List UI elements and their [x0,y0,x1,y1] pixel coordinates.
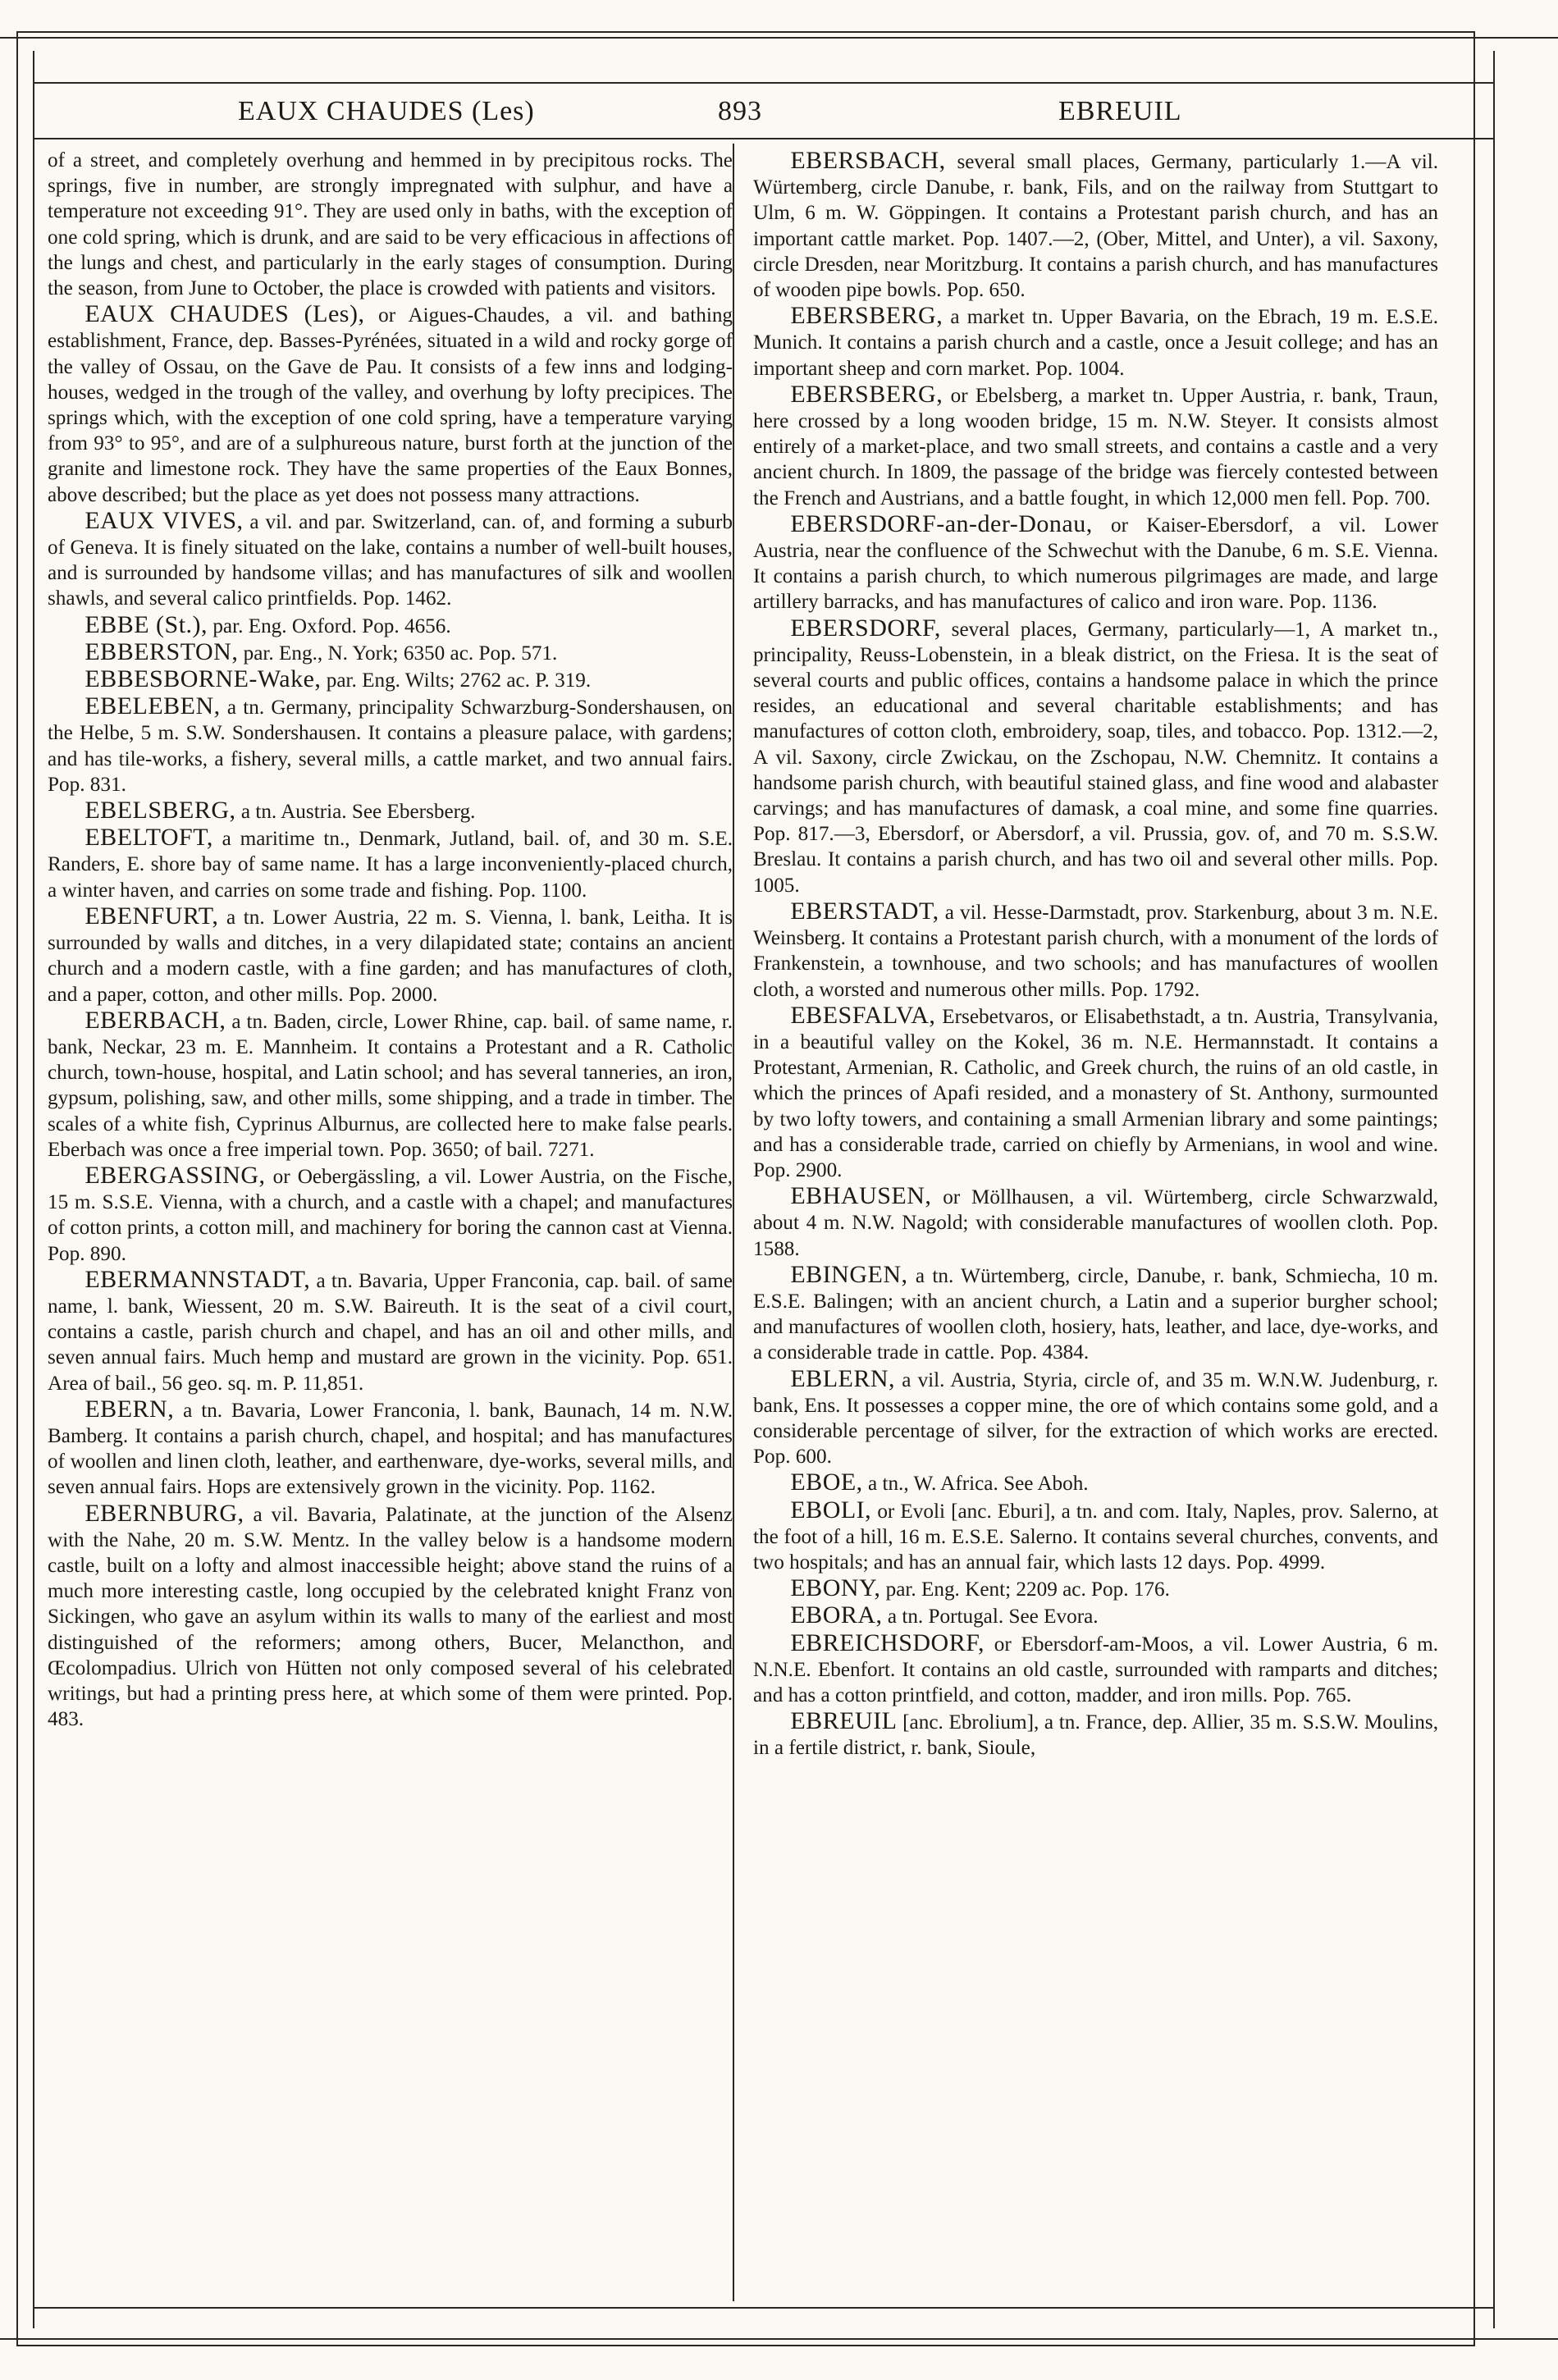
entry-body: or Ebelsberg, a market tn. Upper Austria, r. bank, Traun, here crossed by a long wooden bridge, 15 m. N.W. Steyer. It consists almost entirely of a market-place, and two small streets, and contains a castle and a very ancient church. In 1809, the passage of the bridge was fiercely contested between the French and Austrians, and a battle fought, in which 12,000 men fell. Pop. 700. [753,384,1438,509]
header-rule-bottom [33,138,1495,139]
entry-headword: EBOE, [790,1469,863,1496]
gazetteer-entry [753,1575,1438,1602]
entry-body: par. Eng. Oxford. Pop. 4656. [212,614,451,637]
gazetteer-entry [48,1007,733,1163]
entry-body: or Aigues-Chaudes, a vil. and bathing establishment, France, dep. Basses-Pyrénées, situated in a wild and rocky gorge of the valley of Ossau, on the Gave de Pau. It consists of a few inns and lodging-houses, wedged in the trough of the valley, and overhung by lofty precipices. The springs which, with the exception of one cold spring, have a temperature varying from 93° to 95°, and are of a sulphureous nature, burst forth at the junction of the granite and limestone rock. They have the same properties of the Eaux Bonnes, above described; but the place as yet does not possess many attractions. [48,304,733,506]
gazetteer-entry [753,1262,1438,1366]
entry-body: a tn., W. Africa. See Aboh. [867,1473,1089,1496]
gazetteer-entry [48,903,733,1007]
entry-headword: EBERNBURG, [85,1499,244,1527]
entry-headword: EBELEBEN, [85,692,221,720]
entry-headword: EBBERSTON, [85,637,239,665]
page-number: 893 [718,96,762,126]
gazetteer-entry [753,381,1438,511]
entry-body: par. Eng. Kent; 2209 ac. Pop. 176. [885,1578,1170,1601]
gazetteer-entry [753,148,1438,303]
gazetteer-entry [48,693,733,797]
gazetteer-entry [753,511,1438,615]
entry-headword: EBERMANNSTADT, [85,1265,311,1293]
left-column [48,148,733,2305]
entry-body: a tn. Germany, principality Schwarzburg-Sondershausen, on the Helbe, 5 m. S.W. Sondershausen. It contains a pleasure palace, with gardens; and has tile-works, a fishery, several mills, a cattle market, and two annual fairs. Pop. 831. [48,697,733,796]
gazetteer-entry [753,1183,1438,1262]
entry-body: a tn. Bavaria, Upper Franconia, cap. bail. of same name, l. bank, Wiessent, 20 m. S.W. Baireuth. It is the seat of a civil court, contains a castle, parish church and chapel, and has an oil and other mills, and seven annual fairs. Much hemp and mustard are grown in the vicinity. Pop. 651. Area of bail., 56 geo. sq. m. P. 11,851. [48,1269,733,1395]
entry-headword: EAUX CHAUDES (Les), [85,300,365,328]
entry-body: a tn. Austria. See Ebersberg. [240,801,476,824]
entry-headword: EBONY, [790,1574,881,1602]
header-right-title: EBREUIL [1058,96,1182,126]
gazetteer-entry [48,797,733,825]
gazetteer-entry [48,1267,733,1396]
running-header [33,86,1464,135]
entry-body: several places, Germany, particularly—1, A market tn., principality, Reuss-Lobenstein, in a bleak district, on the Friesa. It is the seat of several courts and public offices, contains a handsome palace in which the prince resides, an educational and several charitable establishments; and has manufactures of cotton cloth, embroidery, soap, tiles, and tobacco. Pop. 1312.—2, A vil. Saxony, circle Zwickau, on the Zschopau, N.W. Chemnitz. It contains a handsome parish church, with beautiful stained glass, and fine wood and alabaster carvings; and has manufactures of damask, a coal mine, and some fine quarries. Pop. 817.—3, Ebersdorf, or Abersdorf, a vil. Prussia, gov. of, and 70 m. S.S.W. Breslau. It contains a parish church, and has two oil and several other mills. Pop. 1005. [753,618,1438,897]
entry-headword: EBORA, [790,1601,883,1629]
entry-headword: EBELSBERG, [85,797,236,825]
entry-headword: EBELTOFT, [85,824,213,852]
entry-body: a vil. Austria, Styria, circle of, and 35 m. W.N.W. Judenburg, r. bank, Ens. It possesses a copper mine, the ore of which contains some gold, and a considerable percentage of silver, for the extraction of which works are erected. Pop. 600. [753,1368,1438,1469]
gazetteer-entry [753,1003,1438,1183]
entry-headword: EBBE (St.), [85,610,208,638]
gazetteer-entry [753,615,1438,898]
entry-body: a tn. Baden, circle, Lower Rhine, cap. bail. of same name, r. bank, Neckar, 23 m. E. Mannheim. It contains a Protestant and a R. Catholic church, town-house, hospital, and Latin school; and has several tanneries, an iron, gypsum, polishing, saw, and other mills, some shipping, and a trade in timber. The scales of a white fish, Cyprinus Alburnus, are collected here to make false pearls. Eberbach was once a free imperial town. Pop. 3650; of bail. 7271. [48,1010,733,1161]
entry-body: or Oebergässling, a vil. Lower Austria, on the Fische, 15 m. S.S.E. Vienna, with a church, and a castle with a chapel; and manufactures of cotton prints, a cotton mill, and machinery for boring the cannon cast at Vienna. Pop. 890. [48,1165,733,1265]
gazetteer-entry [753,1708,1438,1761]
entry-headword: EBOLI, [790,1496,872,1523]
footer-rule [33,2307,1495,2309]
entry-body: of a street, and completely overhung and hemmed in by precipitous rocks. The springs, five in number, are strongly impregnated with sulphur, and have a temperature not exceeding 91°. They are used only in baths, with the exception of one cold spring, which is drunk, and are said to be very efficacious in affections of the lungs and chest, and particularly in the early stages of consumption. During the season, from June to October, the place is crowded with patients and visitors. [48,149,733,300]
entry-body: a tn. Würtemberg, circle, Danube, r. bank, Schmiecha, 10 m. E.S.E. Balingen; with an ancient church, a Latin and a superior burgher school; and manufactures of woollen cloth, hosiery, hats, leather, and lace, dye-works, and a considerable trade in cattle. Pop. 4384. [753,1264,1438,1364]
entry-headword: EBBESBORNE-Wake, [85,665,322,693]
entry-headword: EBERGASSING, [85,1161,266,1189]
entry-body: a maritime tn., Denmark, Jutland, bail. of, and 30 m. S.E. Randers, E. shore bay of same name. It has a large inconveniently-placed church, a winter haven, and carries on some trade and fishing. Pop. 1100. [48,828,733,902]
entry-body: Ersebetvaros, or Elisabethstadt, a tn. Austria, Transylvania, in a beautiful valley on the Kokel, 36 m. N.E. Hermannstadt. It contains a Protestant, Armenian, R. Catholic, and Greek church, the ruins of an old castle, in which the princes of Apafi resided, and a monastery of St. Anthony, surmounted by two lofty towers, and containing a small Armenian library and some paintings; and has a considerable trade, carried on chiefly by Armenians, in wool and wine. Pop. 2900. [753,1005,1438,1181]
entry-headword: EBINGEN, [790,1260,908,1288]
entry-headword: EBHAUSEN, [790,1182,932,1210]
entry-body: several small places, Germany, particularly 1.—A vil. Würtemberg, circle Danube, r. bank, Fils, and on the railway from Stuttgart to Ulm, 6 m. W. Göppingen. It contains a Protestant parish church, and has an important cattle market. Pop. 1407.—2, (Ober, Mittel, and Unter), a vil. Saxony, circle Dresden, near Moritzburg. It contains a parish church, and has manufactures of wooden pipe bowls. Pop. 650. [753,151,1438,302]
entry-headword: EBREICHSDORF, [790,1629,985,1656]
entry-headword: EAUX VIVES, [85,506,244,534]
entry-body: or Evoli [anc. Eburi], a tn. and com. Italy, Naples, prov. Salerno, at the foot of a hill, 16 m. E.S.E. Salerno. It contains several churches, convents, and two hospitals; and has an annual fair, which lasts 12 days. Pop. 4999. [753,1500,1438,1574]
entry-body: or Ebersdorf-am-Moos, a vil. Lower Austria, 6 m. N.N.E. Ebenfort. It contains an old castle, surrounded with ramparts and ditches; and has a cotton printfield, and cotton, madder, and iron mills. Pop. 765. [753,1633,1438,1706]
gazetteer-entry [753,898,1438,1003]
entry-body: a tn. Portugal. See Evora. [887,1606,1099,1629]
entry-body: a tn. Lower Austria, 22 m. S. Vienna, l. bank, Leitha. It is surrounded by walls and ditches, in a very dilapidated state; contains an ancient church and a modern castle, with a fine garden; and has manufactures of cloth, and a paper, cotton, and other mills. Pop. 2000. [48,906,733,1006]
entry-headword: EBERSBACH, [790,148,946,174]
entry-headword: EBENFURT, [85,902,219,930]
entry-body: par. Eng., N. York; 6350 ac. Pop. 571. [243,642,558,665]
gazetteer-entry [753,1497,1438,1576]
entry-headword: EBERBACH, [85,1006,226,1034]
entry-body: par. Eng. Wilts; 2762 ac. P. 319. [326,669,592,692]
gazetteer-entry [48,612,733,639]
entry-headword: EBERSBERG, [790,380,943,408]
gazetteer-entry [48,301,733,508]
gazetteer-entry [48,508,733,612]
gazetteer-entry [753,1366,1438,1470]
gazetteer-entry [48,1163,733,1267]
entry-body: a market tn. Upper Bavaria, on the Ebrach, 19 m. E.S.E. Munich. It contains a parish church and a castle, once a Jesuit college; and has an important sheep and corn market. Pop. 1004. [753,306,1438,380]
gazetteer-entry [48,639,733,666]
entry-headword: EBERSBERG, [790,302,943,330]
entry-headword: EBLERN, [790,1364,896,1392]
gazetteer-entry [48,148,733,301]
gazetteer-entry [48,666,733,693]
gazetteer-entry [753,1630,1438,1709]
gazetteer-entry [753,1469,1438,1496]
header-rule-top [33,82,1495,84]
entry-headword: EBREUIL [790,1707,898,1735]
gazetteer-entry [48,1501,733,1733]
entry-headword: EBERN, [85,1395,175,1423]
right-column [753,148,1438,2305]
gazetteer-entry [753,1602,1438,1629]
entry-body: a vil. and par. Switzerland, can. of, and forming a suburb of Geneva. It is finely situated on the lake, contains a number of well-built houses, and is surrounded by handsome villas; and has manufactures of silk and woollen shawls, and several calico printfields. Pop. 1462. [48,510,733,610]
entry-body: or Kaiser-Ebersdorf, a vil. Lower Austria, near the confluence of the Schwechut with the Danube, 6 m. S.E. Vienna. It contains a parish church, to which numerous pilgrimages are made, and large artillery barracks, and has manufactures of calico and iron ware. Pop. 1136. [753,514,1438,614]
entry-body: or Möllhausen, a vil. Würtemberg, circle Schwarzwald, about 4 m. N.W. Nagold; with considerable manufactures of woollen cloth. Pop. 1588. [753,1186,1438,1260]
entry-body: [anc. Ebrolium], a tn. France, dep. Allier, 35 m. S.S.W. Moulins, in a fertile district, r. bank, Sioule, [753,1711,1438,1760]
entry-body: a vil. Hesse-Darmstadt, prov. Starkenburg, about 3 m. N.E. Weinsberg. It contains a Protestant parish church, with a monument of the lords of Frankenstein, a townhouse, and two schools; and has manufactures of woollen cloth, a worsted and numerous other mills. Pop. 1792. [753,901,1438,1001]
gazetteer-entry [48,1396,733,1501]
column-divider [733,144,734,2301]
entry-body: a vil. Bavaria, Palatinate, at the junction of the Alsenz with the Nahe, 20 m. S.W. Mentz. In the valley below is a handsome modern castle, built on a lofty and almost inaccessible height; above stand the ruins of a much more interesting castle, long occupied by the celebrated knight Franz von Sickingen, who gave an asylum within its walls to many of the earliest and most distinguished of the reformers; among others, Bucer, Melancthon, and Œcolompadius. Ulrich von Hütten not only composed several of his celebrated writings, but had a printing press here, at which some of them were printed. Pop. 483. [48,1503,733,1731]
entry-headword: EBESFALVA, [790,1001,936,1029]
entry-headword: EBERSTADT, [790,897,939,925]
entry-headword: EBERSDORF-an-der-Donau, [790,509,1093,537]
header-left-title: EAUX CHAUDES (Les) [238,96,535,126]
entry-body: a tn. Bavaria, Lower Franconia, l. bank, Baunach, 14 m. N.W. Bamberg. It contains a parish church, chapel, and hospital; and has manufactures of woollen and linen cloth, leather, and earthenware, dye-works, several mills, and seven annual fairs. Hops are extensively grown in the vicinity. Pop. 1162. [48,1399,733,1499]
entry-headword: EBERSDORF, [790,614,941,642]
gazetteer-entry [753,303,1438,381]
gazetteer-entry [48,825,733,903]
